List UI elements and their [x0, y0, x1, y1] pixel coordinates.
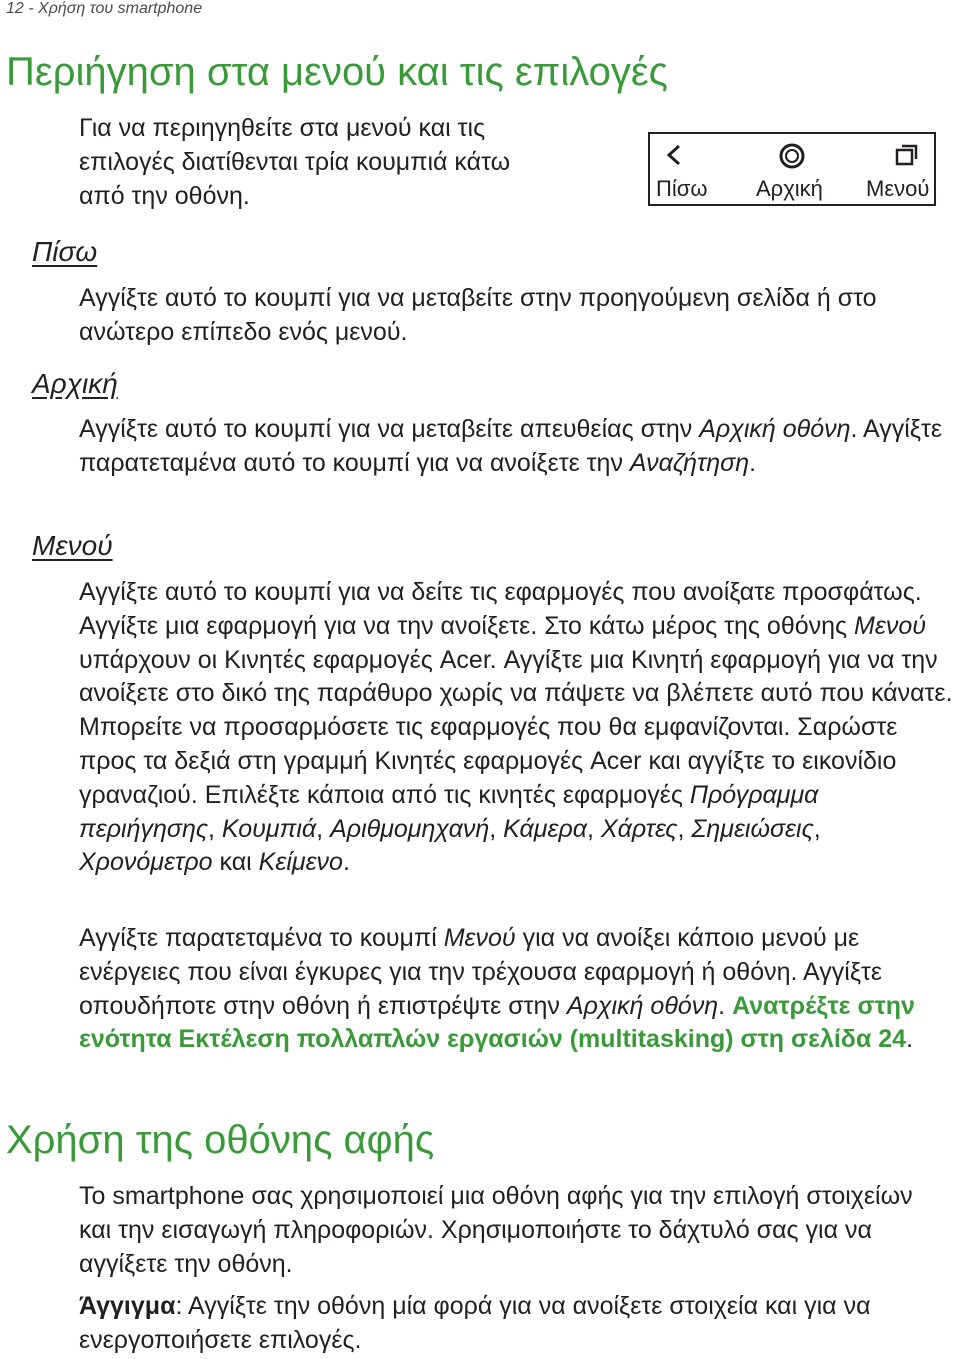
tap-term: Άγγιγμα [79, 1292, 176, 1320]
intro-line: επιλογές διατίθενται τρία κουμπιά κάτω [79, 147, 511, 176]
home-description: Αγγίξτε αυτό το κουμπί για να μεταβείτε απευθείας στην Αρχική οθόνη. Αγγίξτε παρατεταμένα αυτό το κουμπί για να ανοίξετε την Αναζήτηση. [79, 415, 943, 477]
intro-line: Για να περιηγηθείτε στα μενού και τις [79, 114, 486, 142]
back-description: Αγγίξτε αυτό το κουμπί για να μεταβείτε στην προηγούμενη σελίδα ή στο ανώτερο επίπεδο ενός μενού. [79, 284, 877, 346]
recent-apps-icon [894, 142, 920, 173]
nav-bar-illustration [648, 132, 936, 206]
subheading-home: Αρχική [32, 368, 118, 399]
subheading-menu: Μενού [32, 530, 113, 561]
menu-description: Αγγίξτε αυτό το κουμπί για να δείτε τις εφαρμογές που ανοίξατε προσφάτως. Αγγίξτε μια εφαρμογή για να την ανοίξετε. Στο κάτω μέρος της οθόνης Μενού υπάρχουν οι Κινητές εφαρμογές Acer. Αγγίξτε μια Κινητή εφαρμογή για να την ανοίξετε στο δικό της παράθυρο χωρίς να πάψετε να βλέπετε αυτό που κάνατε. Μπορείτε να προσαρμόσετε τις εφαρμογές που θα εμφανίζονται. Σαρώστε προς τα δεξιά στη γραμμή Κινητές εφαρμογές Acer και αγγίξτε το εικονίδιο γραναζιού. Επιλέξτε κάποια από τις κινητές εφαρμογές Πρόγραμμα περιήγησης, Κουμπιά, Αριθμομηχανή, Κάμερα, Χάρτες, Σημειώσεις, Χρονόμετρο και Κείμενο. [79, 578, 953, 877]
menu-long-press-description: Αγγίξτε παρατεταμένα το κουμπί Μενού για να ανοίξει κάποιο μενού με ενέργειες που είναι έγκυρες για την τρέχουσα εφαρμογή ή οθόνη. Αγγίξτε οπουδήποτε στην οθόνη ή επιστρέψτε στην Αρχική οθόνη. Ανατρέξτε στην ενότητα Εκτέλεση πολλαπλών εργασιών (multitasking) στη σελίδα 24. [79, 924, 915, 1054]
nav-menu-label: Μενού [866, 176, 930, 201]
chevron-left-icon [664, 142, 684, 173]
section-title-touchscreen: Χρήση της οθόνης αφής [6, 1118, 435, 1162]
running-header: 12 - Χρήση του smartphone [6, 0, 203, 17]
section-title-navigation: Περιήγηση στα μενού και τις επιλογές [6, 50, 668, 94]
home-circle-icon [778, 142, 806, 175]
subheading-back: Πίσω [32, 236, 98, 267]
intro-paragraph [79, 112, 619, 213]
multitasking-cross-reference-link[interactable]: Ανατρέξτε στην ενότητα Εκτέλεση πολλαπλών εργασιών (multitasking) στη σελίδα 24 [79, 991, 915, 1054]
nav-back-label: Πίσω [656, 176, 708, 201]
intro-line: από την οθόνη. [79, 181, 250, 210]
touchscreen-intro: Το smartphone σας χρησιμοποιεί μια οθόνη αφής για την επιλογή στοιχείων και την εισαγωγή πληροφοριών. Χρησιμοποιήστε το δάχτυλό σας για να αγγίξετε την οθόνη. [79, 1182, 913, 1278]
tap-definition: Άγγιγμα: Αγγίξτε την οθόνη μία φορά για να ανοίξετε στοιχεία και για να ενεργοποιήσετε επιλογές. [79, 1292, 871, 1354]
nav-home-label: Αρχική [756, 176, 823, 201]
